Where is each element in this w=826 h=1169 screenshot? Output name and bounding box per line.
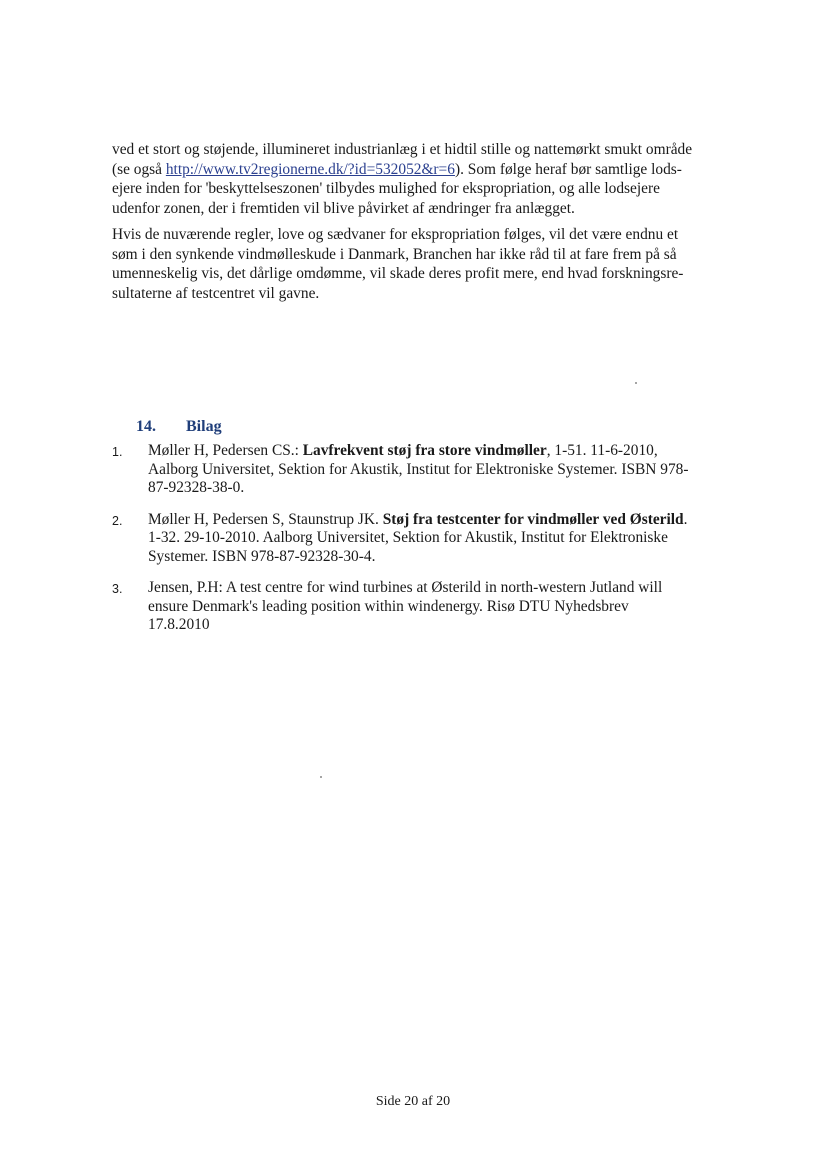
- paragraph-line: [112, 160, 752, 180]
- reference-authors: Møller H, Pedersen CS.:: [148, 442, 303, 459]
- reference-title: Støj fra testcenter for vindmøller ved Østerild: [382, 510, 684, 528]
- reference-line: Aalborg Universitet, Sektion for Akustik, Institut for Elektroniske Systemer. ISBN 978-: [148, 460, 689, 478]
- paragraph-line: søm i den synkende vindmølleskude i Danmark, Branchen har ikke råd til at fare frem på så: [112, 245, 677, 263]
- paragraph-line: umenneskelig vis, det dårlige omdømme, vil skade deres profit mere, end hvad forskningsre-: [112, 265, 684, 282]
- reference-line: [148, 511, 762, 530]
- reference-line: 1-32. 29-10-2010. Aalborg Universitet, Sektion for Akustik, Institut for Elektroniske: [148, 529, 668, 546]
- paragraph-text: (se også: [112, 160, 166, 178]
- paragraph-line: udenfor zonen, der i fremtiden vil blive påvirket af ændringer fra anlægget.: [112, 199, 575, 217]
- reference-number: 2.: [112, 513, 123, 528]
- section-number: 14.: [136, 418, 156, 435]
- paragraph-line: ejere inden for 'beskyttelseszonen' tilbydes mulighed for ekspropriation, og alle lodsejere: [112, 180, 660, 197]
- scan-speck: [320, 776, 322, 778]
- paragraph-reputation: [112, 225, 752, 303]
- reference-line: 87-92328-38-0.: [148, 479, 245, 496]
- reference-list: [112, 442, 762, 648]
- paragraph-line: Hvis de nuværende regler, love og sædvaner for ekspropriation følges, vil det være endnu et: [112, 226, 679, 243]
- reference-item: [112, 579, 762, 635]
- reference-line: 17.8.2010: [148, 616, 210, 633]
- paragraph-line: sultaterne af testcentret vil gavne.: [112, 284, 320, 302]
- reference-number: 1.: [112, 445, 123, 459]
- section-heading: [136, 418, 222, 436]
- reference-number: 3.: [112, 582, 123, 596]
- reference-authors: Møller H, Pedersen S, Staunstrup JK.: [148, 510, 383, 528]
- paragraph-text: ). Som følge heraf bør samtlige lods-: [454, 160, 682, 178]
- reference-item: [112, 511, 762, 567]
- paragraph-expropriation: [112, 140, 752, 218]
- paragraph-line: ved et stort og støjende, illumineret industrianlæg i et hidtil stille og nattemørkt smukt område: [112, 141, 693, 158]
- reference-line: Systemer. ISBN 978-87-92328-30-4.: [148, 547, 376, 565]
- reference-line: Jensen, P.H: A test centre for wind turbines at Østerild in north-western Jutland will: [148, 579, 663, 596]
- reference-item: [112, 442, 762, 498]
- reference-title: Lavfrekvent støj fra store vindmøller: [302, 442, 547, 459]
- section-title: Bilag: [186, 418, 222, 435]
- reference-details: , 1-51. 11-6-2010,: [546, 442, 658, 459]
- tv2-link[interactable]: http://www.tv2regionerne.dk/?id=532052&r=6: [165, 160, 455, 178]
- scan-speck: [635, 382, 637, 384]
- reference-details: .: [683, 510, 688, 528]
- reference-line: ensure Denmark's leading position within windenergy. Risø DTU Nyhedsbrev: [148, 597, 629, 615]
- page-footer: Side 20 af 20: [375, 1094, 451, 1109]
- reference-line: [148, 442, 762, 461]
